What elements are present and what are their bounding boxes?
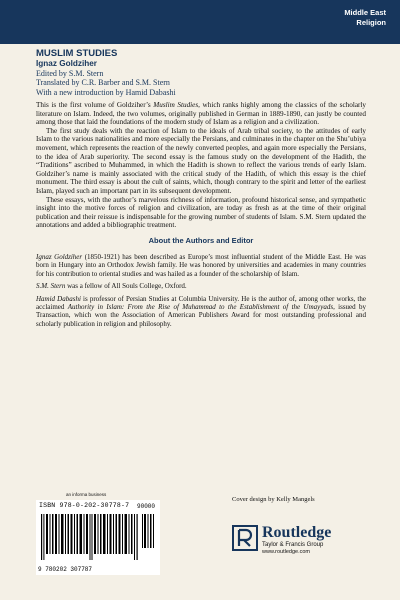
barcode-bars <box>41 514 155 560</box>
category-line-2: Religion <box>356 18 386 27</box>
description-paragraph-3: These essays, with the author’s marvelous richness of information, profound historical sense, and sympathetic insight into the motive forces of religion and civilization, are today as fresh as at the time of their original publication and their reissue is indispensable for the growing number of students of Islam. S.M. Stern updated the annotations and added a bibliographic treatment. <box>36 195 366 230</box>
isbn-label: ISBN 978-0-202-30778-7 <box>39 502 130 509</box>
price-code: 90000 <box>137 503 156 510</box>
about-heading: About the Authors and Editor <box>148 235 254 245</box>
main-text-block <box>36 48 366 328</box>
isbn-barcode <box>36 500 160 575</box>
informa-tagline: an informa business <box>66 492 107 497</box>
about-stern: S.M. Stern was a fellow of All Souls College, Oxford. <box>36 282 187 291</box>
about-dabashi: Hamid Dabashi is professor of Persian Studies at Columbia University. He is the author of, among other works, the acclaimed Authority in Islam: From the Rise of Muhammad to the Establishment of the Umayyads, issued by Transaction, which won the Association of American Publishers Award for most outstanding professional and scholarly publication in religion and philosophy. <box>36 294 367 328</box>
about-goldziher: Ignaz Goldziher (1850-1921) has been described as Europe’s most influential student of the Middle East. He was born in Hungary into an Orthodox Jewish family. He was honored by universities and academies in many countries for his contribution to oriental studies and was hailed as a founder of the scholarship of Islam. <box>36 252 366 278</box>
book-title-italic: Muslim Studies <box>153 101 199 109</box>
description-paragraph-1: This is the first volume of Goldziher’s Muslim Studies, which ranks highly among the classics of the scholarly literature on Islam. Indeed, the two volumes, originally published in German in 1889-1890, can justly be counted among those that laid the foundations of the modern study of Islam as a religion and a civilization. <box>36 101 367 127</box>
editor-credit: Edited by S.M. Stern <box>36 68 104 78</box>
publisher-group: Taylor & Francis Group <box>262 542 324 548</box>
book-author: Ignaz Goldziher <box>36 59 97 68</box>
publisher-block <box>262 524 331 556</box>
cover-design-credit: Cover design by Kelly Mangels <box>232 496 315 503</box>
description-paragraph-2: The first study deals with the reaction of Islam to the ideals of Arab tribal society, to the attitudes of early Islam to the various nationalities and more especially the Persians, and culminates in the chapter on the Shu’ubiya movement, which represents the reaction of the newly converted peoples, and again more especially the Persians, to the idea of Arab superiority. The second essay is the famous study on the development of the Hadith, the “Traditions” ascribed to Muhammed, in which the Hadith is shown to reflect the various trends of early Islam. Goldziher’s name is mainly associated with the critical study of the Hadith, of which this essay is the chief monument. The third essay is about the cult of saints, which, though contrary to the spirit and letter of the earliest Islam, played such an important part in its subsequent development. <box>36 126 366 195</box>
book-title: MUSLIM STUDIES <box>36 48 118 59</box>
category-line-1: Middle East <box>344 8 386 17</box>
introduction-credit: With a new introduction by Hamid Dabashi <box>36 87 176 97</box>
publisher-name: Routledge <box>262 524 332 541</box>
subject-category <box>344 8 386 28</box>
top-banner <box>0 0 400 44</box>
translator-credit: Translated by C.R. Barber and S.M. Stern <box>36 78 170 87</box>
barcode-number: 9 780202 307787 <box>38 566 93 573</box>
publisher-url: www.routledge.com <box>262 549 310 555</box>
routledge-logo-icon <box>232 525 258 551</box>
